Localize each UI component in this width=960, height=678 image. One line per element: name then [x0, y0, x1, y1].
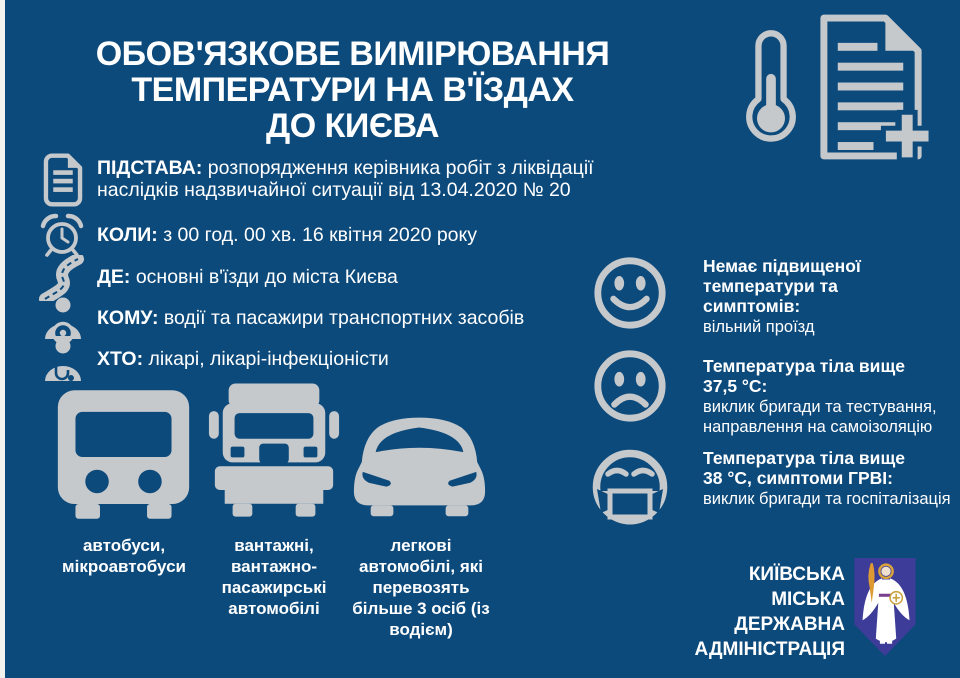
status-heading: Температура тіла вище 37,5 °С:	[703, 356, 905, 396]
status-detail: виклик бригади та госпіталізація	[703, 490, 951, 508]
doctor-icon	[38, 337, 88, 383]
masked-face-icon	[589, 442, 671, 532]
info-label: ПІДСТАВА:	[97, 157, 203, 179]
medical-document-icon	[810, 10, 934, 164]
kyiv-coat-of-arms	[853, 557, 917, 657]
info-row	[97, 224, 697, 246]
status-heading: Температура тіла вище 38 °С, симптоми ГРВІ:	[703, 448, 905, 488]
status-item	[703, 256, 955, 337]
page-title	[25, 36, 680, 144]
driver-icon	[38, 296, 88, 342]
info-value: розпорядження керівника робіт з ліквідації наслідків надзвичайної ситуації від 13.04.2020 № 20	[97, 157, 594, 201]
status-item	[703, 448, 955, 509]
bus-icon	[50, 388, 197, 521]
status-detail: виклик бригади та тестування, направлення на самоізоляцію	[703, 398, 937, 436]
org-name-line: ДЕРЖАВНА	[734, 614, 845, 635]
title-line-2: ТЕМПЕРАТУРИ НА В'ЇЗДАХ	[131, 71, 574, 109]
title-line-3: ДО КИЄВА	[266, 107, 439, 145]
road-icon	[36, 255, 86, 301]
status-heading: Немає підвищеної температури та симптомів:	[703, 256, 861, 316]
info-value: з 00 год. 00 хв. 16 квітня 2020 року	[163, 224, 478, 246]
vehicle-label: вантажні, вантажно-пасажирські автомобілі	[221, 536, 327, 618]
vehicle-label: автобуси, мікроавтобуси	[62, 536, 186, 576]
info-value: водії та пасажири транспортних засобів	[163, 307, 525, 329]
org-name-line: АДМІНІСТРАЦІЯ	[694, 639, 845, 660]
thermometer-icon	[742, 24, 800, 148]
left-border-strip	[0, 0, 5, 678]
sad-face-icon	[591, 346, 669, 426]
alarm-clock-icon	[37, 212, 87, 258]
info-value: лікарі, лікарі-інфекціоністи	[148, 348, 389, 370]
status-detail: вільний проїзд	[703, 318, 815, 336]
info-label: ХТО:	[97, 348, 144, 370]
org-name-line: КИЇВСЬКА	[748, 564, 845, 585]
status-item	[703, 356, 955, 437]
org-name-line: МІСЬКА	[771, 589, 845, 610]
title-line-1: ОБОВ'ЯЗКОВЕ ВИМІРЮВАННЯ	[95, 35, 610, 73]
info-label: КОЛИ:	[97, 224, 158, 246]
info-label: ДЕ:	[97, 266, 131, 288]
info-row	[97, 157, 675, 201]
document-icon	[38, 152, 88, 208]
truck-icon	[205, 383, 343, 522]
info-label: КОМУ:	[97, 307, 159, 329]
car-icon	[348, 410, 491, 518]
vehicle-label: легкові автомобілі, які перевозять більше 3 осіб (із водієм)	[352, 536, 490, 639]
org-name	[600, 562, 845, 662]
info-value: основні в'їзди до міста Києва	[135, 266, 398, 288]
happy-face-icon	[591, 253, 669, 333]
